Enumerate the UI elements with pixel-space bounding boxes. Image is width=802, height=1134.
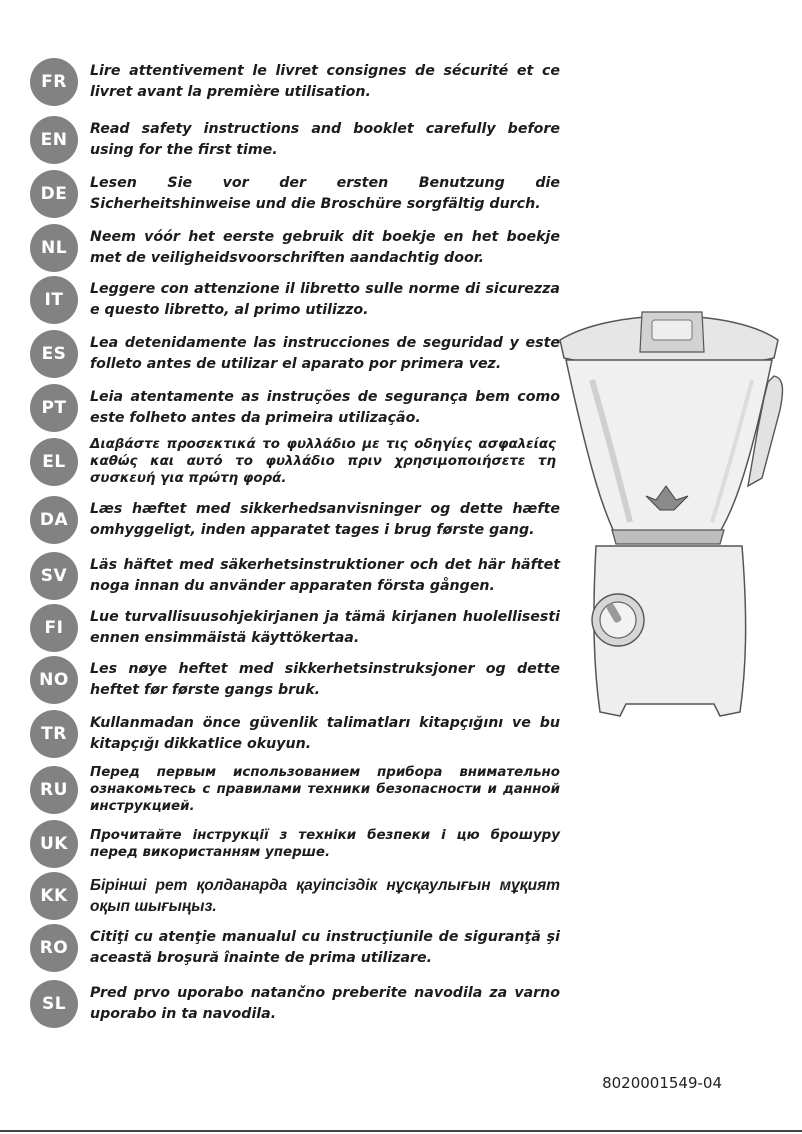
instruction-row-nl: [30, 224, 560, 272]
instruction-text-en: Read safety instructions and booklet carefully before using for the first time.: [90, 121, 560, 158]
instruction-row-pt: [30, 384, 560, 432]
language-badge-nl: NL: [30, 224, 78, 272]
instruction-text-pt: Leia atentamente as instruções de segurança bem como este folheto antes da primeira utilização.: [90, 389, 560, 426]
language-badge-ru: RU: [30, 766, 78, 814]
language-badge-sv: SV: [30, 552, 78, 600]
instruction-text-fr: Lire attentivement le livret consignes de sécurité et ce livret avant la première utilisation.: [90, 63, 560, 100]
language-badge-sl: SL: [30, 980, 78, 1028]
instruction-text-fi: Lue turvallisuusohjekirjanen ja tämä kirjanen huolellisesti ennen ensimmäistä käyttökertaa.: [90, 609, 560, 646]
instruction-row-no: [30, 656, 560, 704]
instruction-text-uk: Прочитайте інструкції з техніки безпеки і цю брошуру перед використанням уперше.: [90, 828, 560, 860]
instruction-row-en: [30, 116, 560, 164]
instruction-row-tr: [30, 710, 560, 758]
instruction-row-el: [30, 436, 556, 487]
language-badge-es: ES: [30, 330, 78, 378]
instruction-text-kk: Бірінші рет қолданарда қауіпсіздік нұсқаулығын мұқият оқып шығыңыз.: [90, 877, 560, 915]
language-badge-en: EN: [30, 116, 78, 164]
language-badge-it: IT: [30, 276, 78, 324]
instruction-text-sv: Läs häftet med säkerhetsinstruktioner och det här häftet noga innan du använder apparaten första gången.: [90, 557, 560, 594]
instruction-row-ru: [30, 764, 560, 815]
language-badge-fr: FR: [30, 58, 78, 106]
instruction-text-de: Lesen Sie vor der ersten Benutzung die Sicherheitshinweise und die Broschüre sorgfältig durch.: [90, 175, 560, 212]
instruction-text-es: Lea detenidamente las instrucciones de seguridad y este folleto antes de utilizar el aparato por primera vez.: [90, 335, 560, 372]
instruction-text-tr: Kullanmadan önce güvenlik talimatları kitapçığını ve bu kitapçığı dikkatlice okuyun.: [90, 715, 560, 752]
instruction-row-sv: [30, 552, 560, 600]
instruction-row-es: [30, 330, 560, 378]
instruction-text-da: Læs hæftet med sikkerhedsanvisninger og dette hæfte omhyggeligt, inden apparatet tages i brug første gang.: [90, 501, 560, 538]
document-number: 8020001549-04: [602, 1074, 722, 1092]
blender-icon: [552, 300, 787, 732]
instruction-text-it: Leggere con attenzione il libretto sulle norme di sicurezza e questo libretto, al primo utilizzo.: [90, 281, 560, 318]
language-badge-de: DE: [30, 170, 78, 218]
language-badge-tr: TR: [30, 710, 78, 758]
instruction-row-da: [30, 496, 560, 544]
language-badge-ro: RO: [30, 924, 78, 972]
language-badge-uk: UK: [30, 820, 78, 868]
instruction-text-nl: Neem vóór het eerste gebruik dit boekje en het boekje met de veiligheidsvoorschriften aandachtig door.: [90, 229, 560, 266]
instruction-row-it: [30, 276, 560, 324]
instruction-row-fi: [30, 604, 560, 652]
language-badge-no: NO: [30, 656, 78, 704]
instruction-row-de: [30, 170, 560, 218]
instruction-row-kk: [30, 872, 560, 920]
language-badge-el: EL: [30, 438, 78, 486]
instruction-text-sl: Pred prvo uporabo natančno preberite navodila za varno uporabo in ta navodila.: [90, 985, 560, 1022]
instruction-text-ru: Перед первым использованием прибора внимательно ознакомьтесь с правилами техники безопасности и данной инструкцией.: [90, 765, 560, 814]
language-badge-pt: PT: [30, 384, 78, 432]
instruction-text-ro: Citiţi cu atenţie manualul cu instrucţiunile de siguranţă şi această broşură înainte de prima utilizare.: [90, 929, 560, 966]
language-badge-fi: FI: [30, 604, 78, 652]
instruction-row-uk: [30, 820, 560, 868]
language-badge-da: DA: [30, 496, 78, 544]
instruction-row-sl: [30, 980, 560, 1028]
language-badge-kk: KK: [30, 872, 78, 920]
instruction-text-no: Les nøye heftet med sikkerhetsinstruksjoner og dette heftet før første gangs bruk.: [90, 661, 560, 698]
instruction-text-el: Διαβάστε προσεκτικά το φυλλάδιο με τις οδηγίες ασφαλείας καθώς και αυτό το φυλλάδιο πριν χρησιμοποιήσετε τη συσκευή για πρώτη φορά.: [90, 437, 556, 486]
bottom-rule: [0, 1130, 802, 1132]
instruction-row-ro: [30, 924, 560, 972]
instruction-row-fr: [30, 58, 560, 106]
